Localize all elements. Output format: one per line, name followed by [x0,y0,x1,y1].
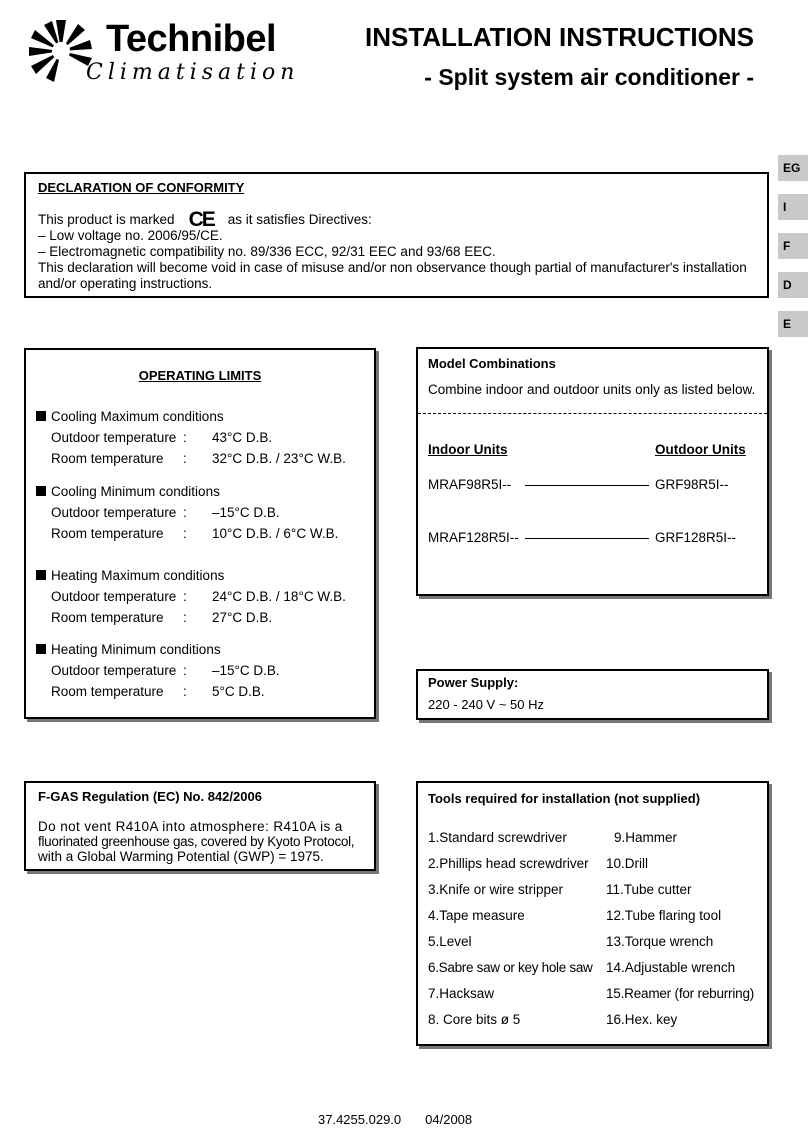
limits-row-value: –15°C D.B. [212,663,280,678]
tool-item: 3.Knife or wire stripper [428,882,564,897]
bullet-square-icon [36,570,46,580]
declaration-marked-suffix: as it satisfies Directives: [227,212,372,227]
power-heading: Power Supply: [428,675,519,690]
pair-connector-line [525,485,649,486]
limits-row-value: 27°C D.B. [212,610,273,625]
declaration-heading: DECLARATION OF CONFORMITY [38,180,245,195]
tool-item: 1.Standard screwdriver [428,830,567,845]
limits-group: Heating Maximum conditions Outdoor temperature : 24°C D.B. / 18°C W.B. Room temperature : 27°C D.B. [36,565,346,628]
limits-row-value: –15°C D.B. [212,505,280,520]
brand-subtitle: Climatisation [86,60,300,85]
tool-item: 15.Reamer (for reburring) [606,986,755,1001]
limits-group-title: Heating Minimum conditions [51,642,221,657]
bullet-square-icon [36,644,46,654]
model-combinations-box [416,347,769,596]
tool-item: 2.Phillips head screwdriver [428,856,589,871]
tool-item: 8. Core bits ø 5 [428,1012,521,1027]
brand-name: Technibel [106,18,277,60]
indoor-units-header: Indoor Units [428,442,508,457]
tool-item: 13.Torque wrench [606,934,714,949]
tool-item: 10.Drill [606,856,649,871]
declaration-box [24,172,769,298]
limits-group-title: Heating Maximum conditions [51,568,225,583]
ce-mark-icon: CE [188,208,214,231]
fgas-line-2: fluorinated greenhouse gas, covered by Kyoto Protocol, [38,834,355,849]
dashed-divider [418,413,767,414]
limits-row-value: 43°C D.B. [212,430,273,445]
power-supply-box [416,669,769,720]
limits-row-value: 32°C D.B. / 23°C W.B. [212,451,346,466]
models-heading: Model Combinations [428,356,556,371]
page-subtitle: - Split system air conditioner - [424,64,754,90]
outdoor-unit: GRF98R5I-- [655,477,729,492]
limits-row-value: 10°C D.B. / 6°C W.B. [212,526,339,541]
lang-tab-f[interactable]: F [778,233,808,259]
bullet-square-icon [36,411,46,421]
tool-item: 9.Hammer [614,830,678,845]
tool-item: 7.Hacksaw [428,986,495,1001]
tools-box [416,781,769,1046]
limits-row-label: Room temperature [51,684,164,699]
limits-row-label: Outdoor temperature [51,663,177,678]
page-title: INSTALLATION INSTRUCTIONS [364,22,754,52]
fgas-line-3: with a Global Warming Potential (GWP) = 1975. [38,849,324,864]
models-note: Combine indoor and outdoor units only as listed below. [428,382,756,397]
limits-group-title: Cooling Minimum conditions [51,484,220,499]
tool-item: 12.Tube flaring tool [606,908,722,923]
document-date: 04/2008 [425,1112,473,1127]
bullet-square-icon [36,486,46,496]
declaration-line-2: – Electromagnetic compatibility no. 89/336 ECC, 92/31 EEC and 93/68 EEC. [38,244,496,259]
fgas-heading: F-GAS Regulation (EC) No. 842/2006 [38,789,262,804]
limits-row-label: Outdoor temperature [51,430,177,445]
lang-tab-eg[interactable]: EG [778,155,808,181]
lang-tab-i[interactable]: I [778,194,808,220]
tool-item: 16.Hex. key [606,1012,678,1027]
power-value: 220 - 240 V ~ 50 Hz [428,697,544,712]
lang-tab-d[interactable]: D [778,272,808,298]
lang-tab-e[interactable]: E [778,311,808,337]
declaration-line-3: This declaration will become void in case of misuse and/or non observance though partial of manufacturer's installation and/or operating instructions. [38,260,747,291]
outdoor-unit: GRF128R5I-- [655,530,737,545]
tool-item: 6.Sabre saw or key hole saw [428,960,593,975]
tool-item: 4.Tape measure [428,908,525,923]
declaration-line-1: – Low voltage no. 2006/95/CE. [38,228,223,243]
limits-row-label: Room temperature [51,610,164,625]
fgas-line-1: Do not vent R410A into atmosphere: R410A is a [38,819,343,834]
tool-item: 14.Adjustable wrench [606,960,736,975]
limits-row-label: Room temperature [51,451,164,466]
document-code: 37.4255.029.0 [318,1112,402,1127]
limits-group: Cooling Minimum conditions Outdoor temperature : –15°C D.B. Room temperature : 10°C D.B. / 6°C W.B. [36,481,338,544]
operating-limits-heading: OPERATING LIMITS [138,368,262,383]
limits-row-label: Room temperature [51,526,164,541]
pair-connector-line [525,538,649,539]
outdoor-units-header: Outdoor Units [655,442,746,457]
limits-group-title: Cooling Maximum conditions [51,409,224,424]
limits-row-value: 5°C D.B. [212,684,265,699]
limits-group: Cooling Maximum conditions Outdoor temperature : 43°C D.B. Room temperature : 32°C D.B. / 23°C W.B. [36,406,346,469]
fgas-text [38,819,354,864]
indoor-unit: MRAF98R5I-- [428,477,512,492]
limits-row-label: Outdoor temperature [51,505,177,520]
fgas-box [24,781,376,871]
tool-item: 11.Tube cutter [606,882,692,897]
tools-heading: Tools required for installation (not supplied) [428,791,701,806]
limits-row-label: Outdoor temperature [51,589,177,604]
declaration-marked-line [38,208,757,231]
tool-item: 5.Level [428,934,472,949]
operating-limits-box [24,348,376,719]
limits-group: Heating Minimum conditions Outdoor temperature : –15°C D.B. Room temperature : 5°C D.B. [36,639,280,702]
limits-row-value: 24°C D.B. / 18°C W.B. [212,589,346,604]
footer [318,1112,472,1127]
indoor-unit: MRAF128R5I-- [428,530,519,545]
declaration-marked-prefix: This product is marked [38,212,175,227]
